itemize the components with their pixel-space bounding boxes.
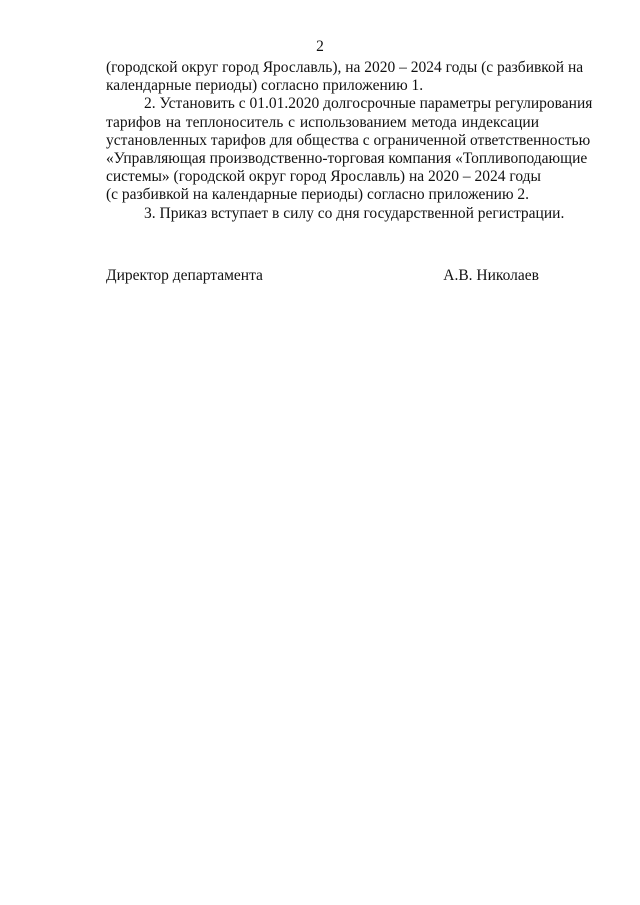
page-number: 2 — [316, 38, 324, 55]
text-line: «Управляющая производственно-торговая компания «Топливоподающие — [106, 149, 588, 167]
text-line: календарные периоды) согласно приложению 1. — [106, 77, 424, 95]
text-line: системы» (городской округ город Ярославль) на 2020 – 2024 годы — [106, 168, 541, 186]
signatory-name: А.В. Николаев — [443, 267, 539, 284]
signatory-title: Директор департамента — [106, 267, 263, 284]
text-line: 3. Приказ вступает в силу со дня государственной регистрации. — [144, 204, 565, 222]
paragraph-3 — [106, 204, 565, 223]
paragraph-2 — [106, 95, 593, 204]
text-line: тарифов на теплоноситель с использованием метода индексации — [106, 113, 539, 131]
text-line: установленных тарифов для общества с ограниченной ответственностью — [106, 131, 591, 149]
signature-block — [106, 267, 539, 285]
text-line: 2. Установить с 01.01.2020 долгосрочные параметры регулирования — [144, 95, 593, 113]
text-line: (городской округ город Ярославль), на 2020 – 2024 годы (с разбивкой на — [106, 59, 584, 76]
paragraph-1 — [106, 59, 584, 95]
text-line: (с разбивкой на календарные периоды) согласно приложению 2. — [106, 186, 530, 204]
body-text — [106, 59, 593, 223]
